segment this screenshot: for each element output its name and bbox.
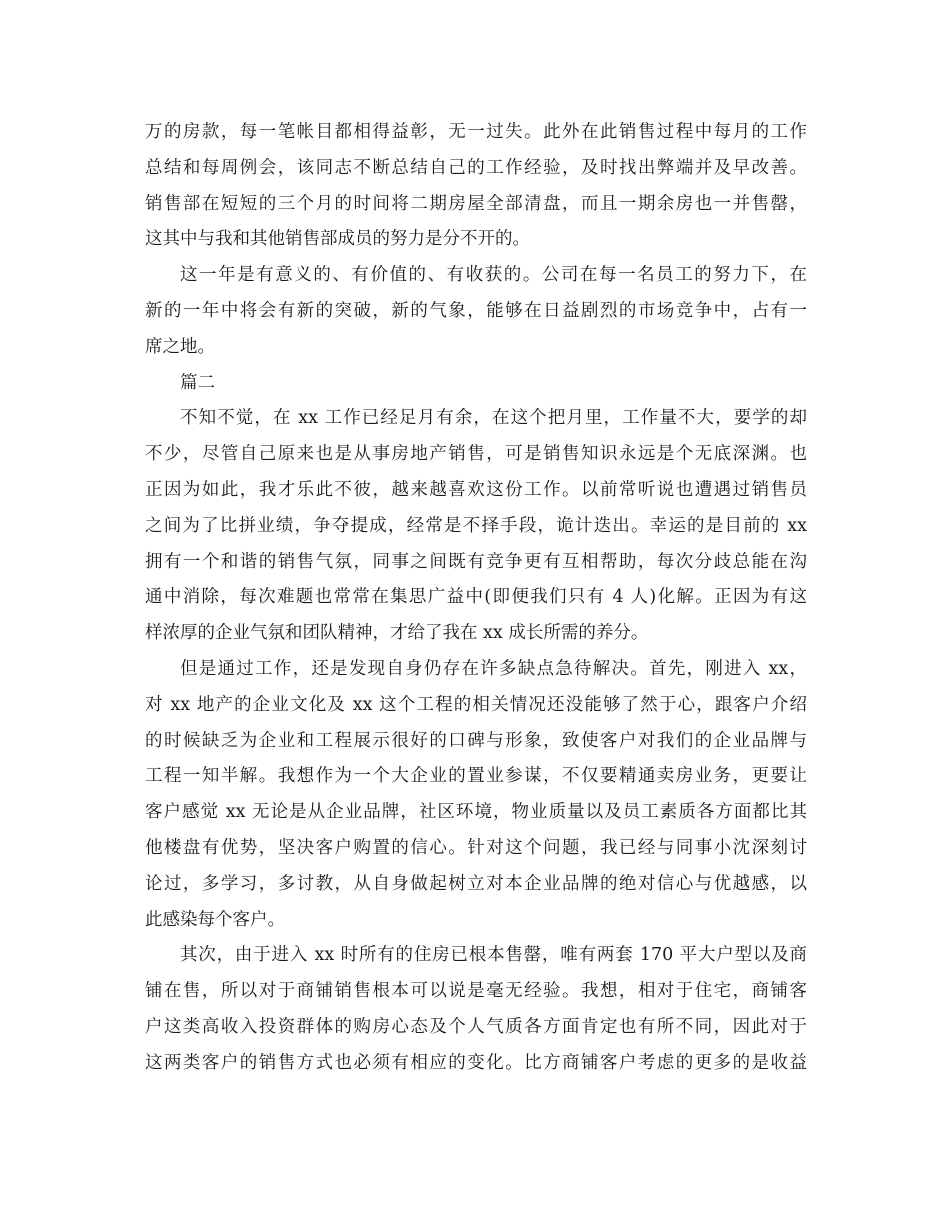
text-line: 工程一知半解。我想作为一个大企业的置业参谋，不仅要精通卖房业务，更要让 bbox=[145, 766, 807, 787]
text-line: 不知不觉，在 xx 工作已经足月有余，在这个把月里，工作量不大，要学的却 bbox=[180, 408, 807, 429]
text-line: 他楼盘有优势，坚决客户购置的信心。针对这个问题，我已经与同事小沈深刻讨 bbox=[145, 837, 807, 858]
document-body bbox=[145, 115, 807, 1082]
text-line: 客户感觉 xx 无论是从企业品牌，社区环境，物业质量以及员工素质各方面都比其 bbox=[145, 802, 807, 823]
text-line: 但是通过工作，还是发现自身仍存在许多缺点急待解决。首先，刚进入 xx， bbox=[180, 658, 807, 679]
text-line: 样浓厚的企业气氛和团队精神，才给了我在 xx 成长所需的养分。 bbox=[145, 623, 649, 644]
text-line: 铺在售，所以对于商铺销售根本可以说是毫无经验。我想，相对于住宅，商铺客 bbox=[145, 981, 807, 1002]
text-line: 的时候缺乏为企业和工程展示很好的口碑与形象，致使客户对我们的企业品牌与 bbox=[145, 730, 807, 751]
text-line: 拥有一个和谐的销售气氛，同事之间既有竞争更有互相帮助，每次分歧总能在沟 bbox=[145, 551, 807, 572]
text-line: 之间为了比拼业绩，争夺提成，经常是不择手段，诡计迭出。幸运的是目前的 xx bbox=[145, 515, 807, 536]
text-line: 万的房款，每一笔帐目都相得益彰，无一过失。此外在此销售过程中每月的工作 bbox=[145, 122, 807, 142]
text-line: 不少，尽管自己原来也是从事房地产销售，可是销售知识永远是个无底深渊。也 bbox=[145, 444, 807, 465]
text-line: 对 xx 地产的企业文化及 xx 这个工程的相关情况还没能够了然于心，跟客户介绍 bbox=[145, 694, 807, 715]
text-line: 通中消除，每次难题也常常在集思广益中(即便我们只有 4 人)化解。正因为有这 bbox=[145, 587, 807, 608]
text-line: 总结和每周例会，该同志不断总结自己的工作经验，及时找出弊端并及早改善。 bbox=[145, 157, 807, 178]
text-line: 这一年是有意义的、有价值的、有收获的。公司在每一名员工的努力下，在 bbox=[180, 265, 807, 286]
text-line: 篇二 bbox=[180, 372, 215, 393]
text-line: 销售部在短短的三个月的时间将二期房屋全部清盘，而且一期余房也一并售罄， bbox=[145, 193, 807, 214]
text-line: 其次，由于进入 xx 时所有的住房已根本售罄，唯有两套 170 平大户型以及商 bbox=[180, 945, 807, 966]
text-line: 这其中与我和其他销售部成员的努力是分不开的。 bbox=[145, 229, 530, 250]
text-line: 新的一年中将会有新的突破，新的气象，能够在日益剧烈的市场竞争中，占有一 bbox=[145, 300, 807, 321]
text-line: 此感染每个客户。 bbox=[145, 909, 285, 930]
text-line: 这两类客户的销售方式也必须有相应的变化。比方商铺客户考虑的更多的是收益 bbox=[145, 1052, 807, 1073]
text-line: 户这类高收入投资群体的购房心态及个人气质各方面肯定也有所不同，因此对于 bbox=[145, 1016, 807, 1037]
text-line: 席之地。 bbox=[145, 336, 215, 357]
text-line: 论过，多学习，多讨教，从自身做起树立对本企业品牌的绝对信心与优越感，以 bbox=[145, 873, 807, 894]
text-line: 正因为如此，我才乐此不彼，越来越喜欢这份工作。以前常听说也遭遇过销售员 bbox=[145, 479, 807, 500]
